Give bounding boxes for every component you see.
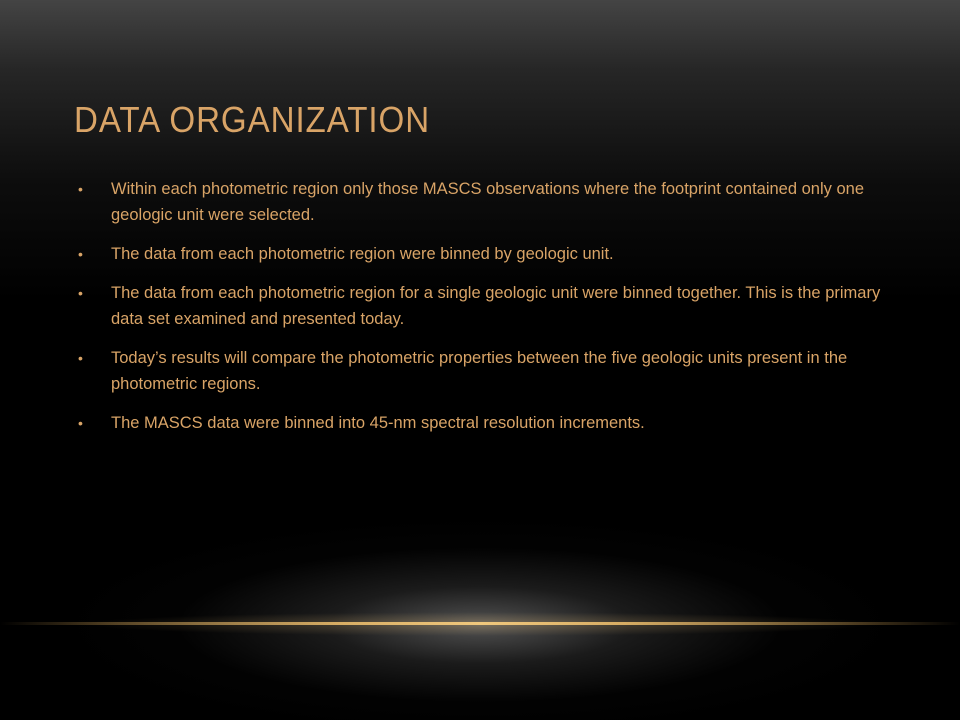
- bullet-icon: •: [78, 181, 83, 197]
- bullet-icon: •: [78, 285, 83, 301]
- bullet-item: [76, 410, 896, 436]
- stage-light-line: [0, 622, 960, 625]
- bullet-icon: •: [78, 246, 83, 262]
- bullet-text: The data from each photometric region for a single geologic unit were binned together. This is the primary data set examined and presented today.: [111, 284, 881, 328]
- bullet-icon: •: [78, 350, 83, 366]
- bullet-text: The data from each photometric region were binned by geologic unit.: [111, 245, 614, 263]
- bullet-item: [76, 280, 896, 332]
- bullet-icon: •: [78, 415, 83, 431]
- bullet-item: [76, 176, 896, 228]
- bullet-list: [76, 176, 896, 449]
- bullet-text: Today’s results will compare the photometric properties between the five geologic units present in the photometric regions.: [111, 349, 848, 393]
- bullet-text: The MASCS data were binned into 45-nm spectral resolution increments.: [111, 414, 645, 432]
- slide-title: DATA ORGANIZATION: [74, 99, 431, 140]
- bullet-item: [76, 241, 896, 267]
- bullet-text: Within each photometric region only those MASCS observations where the footprint contained only one geologic unit were selected.: [111, 180, 865, 224]
- bullet-item: [76, 345, 896, 397]
